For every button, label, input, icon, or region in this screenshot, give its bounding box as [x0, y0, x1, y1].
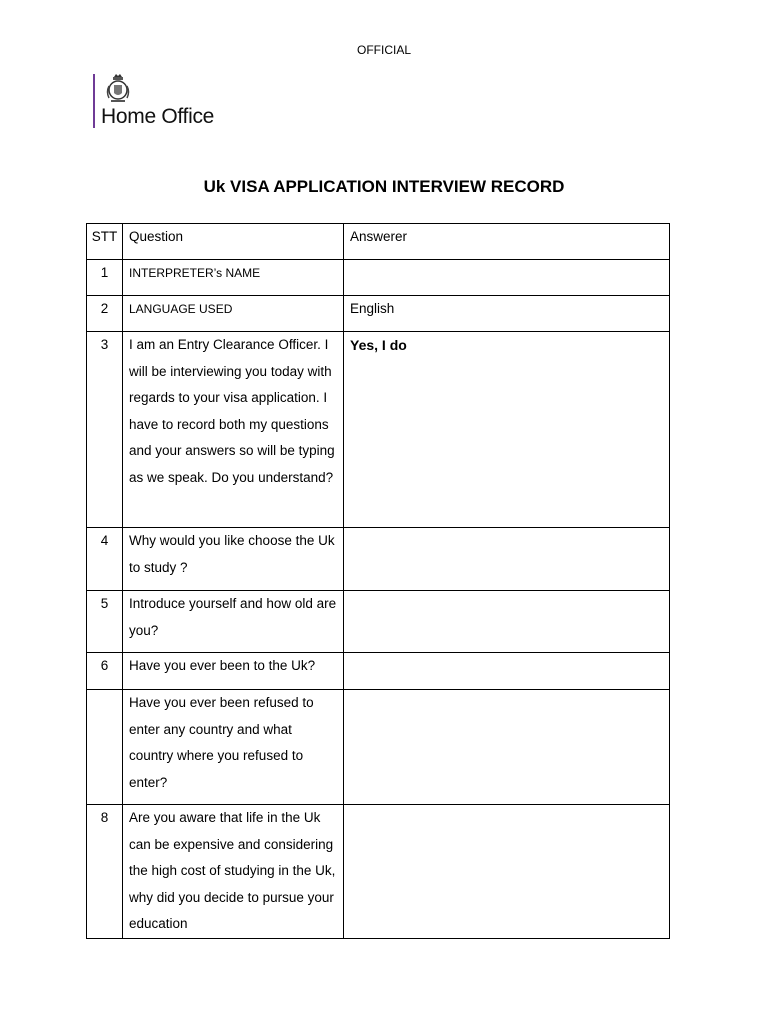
row-number: 1: [87, 260, 123, 296]
header-question: Question: [123, 224, 344, 260]
row-number: 8: [87, 805, 123, 939]
table-row: [87, 296, 670, 332]
home-office-logo: [93, 74, 214, 128]
question-cell: Are you aware that life in the Uk can be expensive and considering the high cost of studying in the Uk, why did you decide to pursue your education: [123, 805, 344, 939]
table-row: [87, 690, 670, 805]
row-number: 2: [87, 296, 123, 332]
interview-table: [86, 223, 670, 939]
answer-cell[interactable]: [344, 653, 670, 690]
logo-divider: [93, 74, 95, 128]
table-row: [87, 805, 670, 939]
question-cell: Have you ever been to the Uk?: [123, 653, 344, 690]
table-row: [87, 528, 670, 591]
question-cell: Introduce yourself and how old are you?: [123, 591, 344, 653]
answer-cell[interactable]: [344, 528, 670, 591]
logo-wordmark: Home Office: [101, 105, 215, 128]
answer-cell[interactable]: [344, 805, 670, 939]
table-row: [87, 653, 670, 690]
table-row: [87, 332, 670, 528]
question-cell: Have you ever been refused to enter any country and what country where you refused to enter?: [123, 690, 344, 805]
answer-cell[interactable]: English: [344, 296, 670, 332]
table-row: [87, 260, 670, 296]
row-number: 4: [87, 528, 123, 591]
row-number: 6: [87, 653, 123, 690]
answer-cell[interactable]: [344, 591, 670, 653]
question-cell: I am an Entry Clearance Officer. I will be interviewing you today with regards to your visa application. I have to record both my questions and your answers so will be typing as we speak. Do you understand?: [123, 332, 344, 528]
question-cell: INTERPRETER’s NAME: [123, 260, 344, 296]
row-number: 5: [87, 591, 123, 653]
answer-cell[interactable]: Yes, I do: [344, 332, 670, 528]
header-stt: STT: [87, 224, 123, 260]
classification-marking: OFFICIAL: [356, 43, 411, 57]
question-cell: LANGUAGE USED: [123, 296, 344, 332]
question-cell: Why would you like choose the Uk to study ?: [123, 528, 344, 591]
header-answer: Answerer: [344, 224, 670, 260]
document-title: Uk VISA APPLICATION INTERVIEW RECORD: [203, 177, 565, 196]
table-row: [87, 591, 670, 653]
answer-cell[interactable]: [344, 260, 670, 296]
row-number: 3: [87, 332, 123, 528]
row-number: [87, 690, 123, 805]
answer-cell[interactable]: [344, 690, 670, 805]
table-header-row: [87, 224, 670, 260]
royal-crest-icon: [105, 74, 131, 104]
